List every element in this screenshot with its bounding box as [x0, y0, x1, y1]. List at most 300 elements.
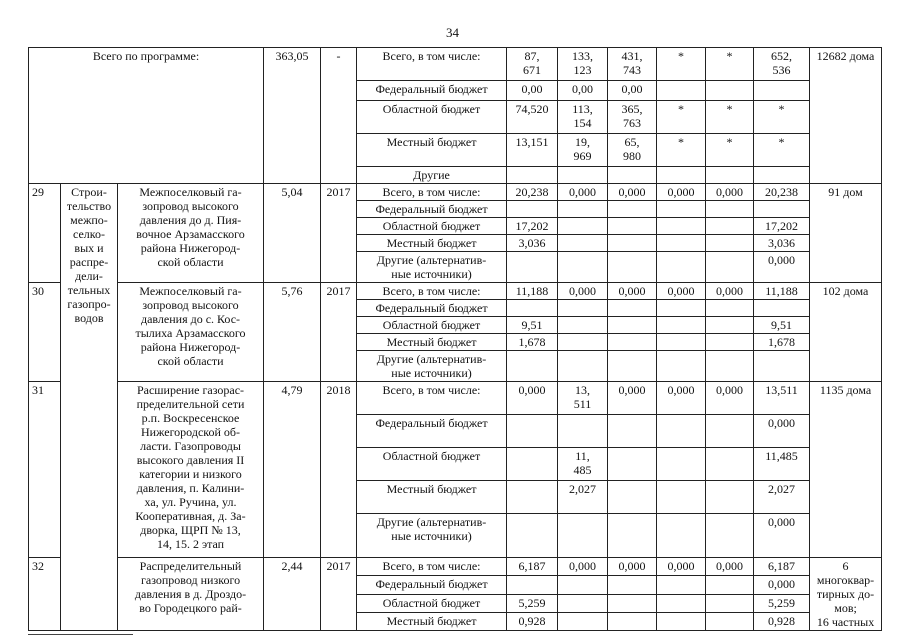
funding-value	[706, 81, 754, 101]
funding-value	[657, 235, 706, 252]
funding-value	[507, 612, 558, 630]
entry-year-text: 2017	[326, 559, 351, 573]
funding-value	[558, 201, 608, 218]
funding-value	[706, 448, 754, 481]
funding-value	[558, 283, 608, 300]
funding-value	[706, 48, 754, 81]
funding-source	[357, 415, 507, 448]
funding-value-text: 0,000	[569, 559, 597, 573]
funding-value	[558, 48, 608, 81]
funding-value	[754, 101, 810, 134]
funding-value	[754, 382, 810, 415]
funding-value	[657, 481, 706, 514]
funding-value	[706, 218, 754, 235]
funding-value	[608, 218, 657, 235]
funding-value	[754, 184, 810, 201]
funding-source-text: Местный бюджет	[386, 236, 477, 250]
funding-value-text: *	[726, 49, 733, 63]
funding-value	[608, 415, 657, 448]
funding-value	[558, 252, 608, 283]
funding-value	[608, 317, 657, 334]
funding-value-text: 11, 485	[573, 449, 592, 477]
funding-value-text: 0,00	[521, 82, 543, 96]
funding-source-text: Другие (альтернатив- ные источники)	[376, 253, 487, 281]
funding-value-text: *	[778, 102, 785, 116]
funding-value-text: 20,238	[515, 185, 549, 199]
funding-value	[558, 101, 608, 134]
funding-value	[507, 81, 558, 101]
funding-source	[357, 81, 507, 101]
funding-value	[754, 48, 810, 81]
funding-source-text: Областной бюджет	[382, 595, 481, 610]
entry-row	[29, 558, 882, 576]
funding-value	[558, 612, 608, 630]
funding-value	[657, 300, 706, 317]
funding-value-text: 6,187	[518, 559, 546, 573]
funding-value	[754, 252, 810, 283]
funding-source-text: Другие	[413, 168, 450, 182]
funding-source	[357, 481, 507, 514]
funding-source	[357, 576, 507, 594]
funding-value-text: 431, 743	[621, 49, 643, 77]
funding-value-text: 0,000	[667, 383, 695, 397]
funding-value	[558, 514, 608, 558]
funding-value	[507, 167, 558, 184]
funding-value-text: 87, 671	[523, 49, 542, 77]
funding-value-text: 65, 980	[623, 135, 642, 163]
funding-value	[657, 101, 706, 134]
funding-source	[357, 351, 507, 382]
funding-value	[507, 317, 558, 334]
funding-value	[608, 612, 657, 630]
funding-source	[357, 334, 507, 351]
summary-result	[810, 48, 882, 184]
funding-source-text: Всего, в том числе:	[382, 559, 481, 573]
funding-value	[706, 201, 754, 218]
category-continuation	[61, 558, 118, 631]
funding-source	[357, 235, 507, 252]
entry-length-text: 2,44	[281, 559, 303, 573]
entry-year-text: 2017	[326, 284, 351, 298]
funding-source	[357, 448, 507, 481]
summary-label	[29, 48, 264, 184]
entry-year-text: 2017	[326, 185, 351, 199]
funding-value	[608, 351, 657, 382]
funding-value	[507, 184, 558, 201]
funding-source-text: Местный бюджет	[386, 613, 477, 628]
funding-value	[754, 334, 810, 351]
entry-row	[29, 184, 882, 201]
funding-value	[657, 382, 706, 415]
funding-value-text: 11,188	[765, 284, 798, 298]
funding-value	[706, 317, 754, 334]
summary-length	[264, 48, 321, 184]
funding-value-text: *	[678, 102, 685, 116]
funding-source	[357, 134, 507, 167]
funding-value	[706, 481, 754, 514]
funding-value	[706, 134, 754, 167]
funding-value	[754, 218, 810, 235]
funding-source	[357, 382, 507, 415]
funding-value	[507, 235, 558, 252]
funding-value	[706, 612, 754, 630]
funding-source-text: Всего, в том числе:	[382, 185, 481, 199]
entry-length	[264, 184, 321, 283]
funding-value	[608, 48, 657, 81]
funding-value-text: 0,000	[716, 383, 744, 397]
funding-value	[657, 167, 706, 184]
funding-source	[357, 514, 507, 558]
funding-source-text: Федеральный бюджет	[375, 301, 488, 315]
funding-value-text: 0,00	[621, 82, 643, 96]
funding-value	[706, 300, 754, 317]
funding-value-text: 0,000	[569, 284, 597, 298]
funding-value	[507, 283, 558, 300]
entry-name	[118, 184, 264, 283]
funding-source-text: Всего, в том числе:	[382, 49, 481, 63]
category-label-text: Строи- тельство межпо- селко- вых и распре- дели- тельных газопро- водов	[66, 185, 112, 325]
funding-value	[706, 514, 754, 558]
entry-length-text: 4,79	[281, 383, 303, 397]
funding-value	[754, 235, 810, 252]
funding-value-text: 133, 123	[572, 49, 594, 77]
funding-source-text: Всего, в том числе:	[382, 383, 481, 397]
funding-value	[608, 184, 657, 201]
funding-value	[657, 218, 706, 235]
funding-value-text: 0,000	[716, 185, 744, 199]
funding-value	[558, 235, 608, 252]
funding-value	[507, 334, 558, 351]
funding-value-text: 0,000	[569, 185, 597, 199]
funding-source-text: Местный бюджет	[386, 482, 477, 496]
funding-value	[706, 594, 754, 612]
funding-value	[558, 334, 608, 351]
funding-value	[608, 382, 657, 415]
category-label	[61, 184, 118, 558]
funding-value	[608, 334, 657, 351]
funding-value-text: 365, 763	[621, 102, 643, 130]
funding-value-text: 1,678	[518, 335, 546, 349]
funding-value-text: 13, 511	[573, 383, 592, 411]
funding-value	[608, 252, 657, 283]
entry-length-text: 5,76	[281, 284, 303, 298]
funding-source	[357, 218, 507, 235]
funding-value	[558, 351, 608, 382]
funding-source	[357, 594, 507, 612]
funding-value	[558, 218, 608, 235]
funding-value-text: 5,259	[768, 595, 796, 610]
summary-result-text: 12682 дома	[816, 49, 875, 63]
funding-value	[754, 576, 810, 594]
funding-value	[558, 81, 608, 101]
entry-name	[118, 382, 264, 558]
funding-value-text: 11,188	[515, 284, 549, 298]
funding-value	[754, 317, 810, 334]
funding-value-text: 0,000	[518, 383, 546, 397]
funding-value	[706, 334, 754, 351]
funding-value	[558, 184, 608, 201]
funding-value-text: 0,000	[716, 559, 744, 573]
funding-source	[357, 48, 507, 81]
funding-value	[608, 134, 657, 167]
entry-row	[29, 382, 882, 415]
funding-value	[608, 235, 657, 252]
funding-value	[507, 134, 558, 167]
funding-value	[657, 48, 706, 81]
funding-source-text: Федеральный бюджет	[375, 577, 488, 592]
funding-value-text: 0,000	[768, 515, 796, 529]
funding-value	[507, 101, 558, 134]
funding-value	[608, 576, 657, 594]
funding-source	[357, 101, 507, 134]
entry-length	[264, 382, 321, 558]
funding-value	[657, 514, 706, 558]
funding-value	[558, 558, 608, 576]
funding-value-text: 9,51	[521, 318, 543, 332]
funding-value-text: *	[678, 135, 685, 149]
funding-value	[507, 351, 558, 382]
entry-number-text: 29	[32, 185, 44, 199]
funding-value	[706, 283, 754, 300]
funding-value	[657, 351, 706, 382]
funding-value	[558, 448, 608, 481]
summary-length-text: 363,05	[275, 49, 309, 63]
funding-value	[657, 334, 706, 351]
funding-value	[558, 382, 608, 415]
funding-value	[558, 594, 608, 612]
summary-year	[321, 48, 357, 184]
entry-name	[118, 283, 264, 382]
funding-value-text: 13,151	[515, 135, 549, 149]
funding-value-text: 2,027	[569, 482, 597, 496]
funding-value	[657, 283, 706, 300]
entry-row	[29, 283, 882, 300]
funding-value-text: *	[678, 49, 685, 63]
funding-value	[507, 594, 558, 612]
entry-number	[29, 558, 61, 631]
funding-source-text: Другие (альтернатив- ные источники)	[376, 515, 487, 543]
funding-value-text: 13,511	[765, 383, 798, 397]
funding-value	[706, 184, 754, 201]
funding-value-text: 17,202	[515, 219, 549, 233]
entry-year	[321, 283, 357, 382]
funding-value	[706, 101, 754, 134]
funding-source-text: Областной бюджет	[382, 318, 481, 332]
entry-result	[810, 184, 882, 283]
summary-label-text: Всего по программе:	[92, 49, 200, 63]
entry-name-text: Распределительный газопровод низкого давления в д. Дроздо- во Городецкого рай-	[134, 559, 247, 615]
footnote-divider	[28, 634, 133, 635]
entry-number	[29, 382, 61, 558]
entry-year	[321, 184, 357, 283]
entry-number	[29, 283, 61, 382]
funding-value	[608, 201, 657, 218]
funding-source-text: Федеральный бюджет	[375, 416, 488, 430]
funding-value	[558, 415, 608, 448]
entry-number-text: 31	[32, 383, 44, 397]
funding-value-text: 0,928	[518, 613, 546, 628]
funding-value	[608, 101, 657, 134]
funding-value-text: 0,000	[768, 577, 796, 592]
funding-value-text: 0,000	[618, 284, 646, 298]
funding-value-text: 17,202	[765, 219, 799, 233]
funding-value	[507, 382, 558, 415]
funding-value	[754, 415, 810, 448]
funding-value-text: 0,000	[768, 416, 796, 430]
funding-value	[754, 283, 810, 300]
funding-source	[357, 252, 507, 283]
funding-value	[608, 81, 657, 101]
funding-value-text: *	[778, 135, 785, 149]
funding-value	[507, 415, 558, 448]
funding-value-text: 0,000	[618, 559, 646, 573]
funding-value	[608, 448, 657, 481]
funding-value	[507, 218, 558, 235]
funding-value-text: 6,187	[768, 559, 796, 573]
funding-value	[754, 448, 810, 481]
funding-source-text: Всего, в том числе:	[382, 284, 481, 298]
funding-value-text: *	[726, 135, 733, 149]
entry-name	[118, 558, 264, 631]
funding-value	[608, 300, 657, 317]
funding-value	[754, 481, 810, 514]
funding-source-text: Местный бюджет	[386, 335, 477, 349]
funding-value	[657, 184, 706, 201]
funding-value	[657, 317, 706, 334]
funding-value	[754, 514, 810, 558]
funding-value	[507, 481, 558, 514]
funding-value	[754, 201, 810, 218]
funding-value-text: *	[726, 102, 733, 116]
funding-value	[507, 448, 558, 481]
funding-value	[754, 300, 810, 317]
entry-result	[810, 382, 882, 558]
funding-value-text: 9,51	[771, 318, 793, 332]
funding-value-text: 74,520	[515, 102, 549, 116]
funding-value	[507, 300, 558, 317]
funding-value	[608, 594, 657, 612]
funding-source	[357, 283, 507, 300]
funding-source	[357, 184, 507, 201]
funding-value	[706, 576, 754, 594]
funding-value	[608, 514, 657, 558]
entry-year	[321, 558, 357, 631]
funding-value	[657, 448, 706, 481]
entry-year	[321, 382, 357, 558]
funding-value-text: 0,000	[667, 284, 695, 298]
funding-value	[507, 576, 558, 594]
funding-source	[357, 612, 507, 630]
funding-value	[507, 558, 558, 576]
funding-value-text: 0,000	[768, 253, 796, 267]
funding-value-text: 19, 969	[573, 135, 592, 163]
funding-value	[657, 201, 706, 218]
funding-source-text: Федеральный бюджет	[375, 82, 488, 96]
funding-value	[706, 415, 754, 448]
funding-value	[657, 558, 706, 576]
funding-source	[357, 558, 507, 576]
funding-value	[608, 481, 657, 514]
entry-name-text: Межпоселковый га- зопровод высокого давления до с. Кос- тылиха Арзамасского района Нижегород- ской области	[135, 284, 246, 368]
funding-value-text: 1,678	[768, 335, 796, 349]
funding-value	[706, 252, 754, 283]
entry-number-text: 30	[32, 284, 44, 298]
funding-value	[754, 351, 810, 382]
funding-value-text: 652, 536	[771, 49, 793, 77]
entry-result-text: 102 дома	[822, 284, 869, 298]
funding-value	[657, 576, 706, 594]
funding-value	[507, 201, 558, 218]
funding-value-text: 0,000	[618, 383, 646, 397]
entry-result-text: 91 дом	[828, 185, 863, 199]
funding-value	[754, 558, 810, 576]
funding-value	[754, 612, 810, 630]
page-number: 34	[446, 25, 459, 40]
funding-value-text: 3,036	[768, 236, 796, 250]
funding-value-text: 20,238	[765, 185, 799, 199]
funding-value-text: 113, 154	[572, 102, 593, 130]
funding-source-text: Местный бюджет	[386, 135, 477, 149]
entry-name-text: Расширение газорас- пределительной сети р.п. Воскресенское Нижегородской об- ласти. Газопроводы высокого давления II категории и низкого давления, п. Калини- ха, ул. Ручина, ул. Кооперативная, д. За- дворка, ЩРП № 13, 14, 15. 2 этап	[135, 383, 246, 551]
program-table	[28, 47, 882, 631]
funding-value	[754, 594, 810, 612]
funding-value	[558, 576, 608, 594]
funding-value	[558, 134, 608, 167]
funding-value-text: 3,036	[518, 236, 546, 250]
funding-value	[657, 594, 706, 612]
funding-value	[657, 81, 706, 101]
funding-value-text: 2,027	[768, 482, 796, 496]
funding-source	[357, 201, 507, 218]
entry-result	[810, 558, 882, 631]
funding-value-text: 0,000	[716, 284, 744, 298]
funding-value	[558, 317, 608, 334]
funding-value	[657, 612, 706, 630]
funding-source-text: Областной бюджет	[382, 219, 481, 233]
entry-result-text: 1135 дома	[819, 383, 872, 397]
funding-value	[706, 382, 754, 415]
funding-value-text: 0,928	[768, 613, 796, 628]
funding-value-text: 11,485	[765, 449, 798, 463]
funding-value	[657, 415, 706, 448]
funding-value	[706, 558, 754, 576]
funding-value	[608, 283, 657, 300]
funding-value-text: 5,259	[518, 595, 546, 610]
funding-value-text: 0,000	[667, 559, 695, 573]
funding-value	[507, 514, 558, 558]
funding-source	[357, 300, 507, 317]
entry-result-text: 6 многоквар- тирных до- мов; 16 частных	[816, 559, 875, 629]
entry-length	[264, 283, 321, 382]
entry-result	[810, 283, 882, 382]
summary-row	[29, 48, 882, 81]
funding-source-text: Областной бюджет	[382, 449, 481, 463]
entry-number-text: 32	[32, 559, 44, 573]
funding-source-text: Областной бюджет	[382, 102, 481, 116]
entry-year-text: 2018	[326, 383, 351, 397]
funding-value	[608, 167, 657, 184]
funding-value	[558, 481, 608, 514]
funding-value-text: 0,000	[667, 185, 695, 199]
entry-number	[29, 184, 61, 283]
entry-length	[264, 558, 321, 631]
funding-value	[754, 167, 810, 184]
funding-source	[357, 317, 507, 334]
funding-value	[657, 252, 706, 283]
funding-value-text: 0,000	[618, 185, 646, 199]
funding-source	[357, 167, 507, 184]
entry-length-text: 5,04	[281, 185, 303, 199]
